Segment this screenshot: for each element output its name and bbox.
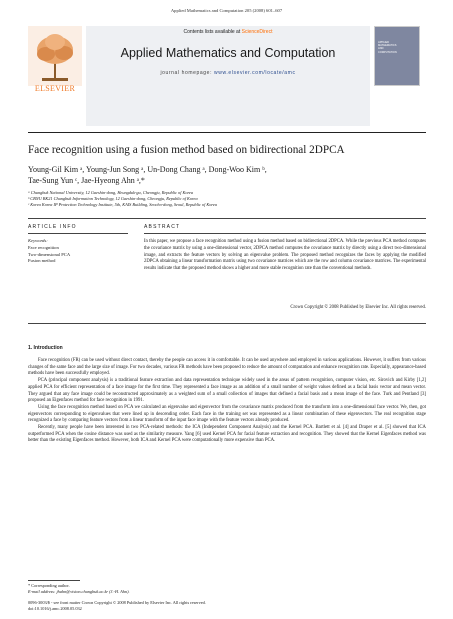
- issn-block: [28, 600, 328, 612]
- elsevier-tree-logo-icon: [28, 26, 82, 86]
- issn-line: 0096-3003/$ - see front matter Crown Copyright © 2008 Published by Elsevier Inc. All rights reserved.: [28, 600, 206, 605]
- section-divider-top: [28, 218, 426, 219]
- cover-title: [378, 41, 397, 54]
- cover-line: COMPUTATION: [378, 50, 397, 54]
- introduction-heading: 1. Introduction: [28, 345, 63, 351]
- affiliations: [28, 190, 428, 209]
- abstract-text: In this paper, we propose a face recognition method using a fusion method based on bidirectional 2DPCA. While the previous PCA method computes the covariance matrix by using a one-dimensional vector, 2DPCA method computes the covariance matrix by directly using a direct two-dimensional image, and extracts the feature vectors by solving an eigenvalue problem. The proposed method recognizes the faces by applying the modified 2DPCA obtaining a linear transformation matrix using two covariance matrices which are the row and column covariance matrices. The experimental results indicate that the proposed method shows a higher and more stable recognition rate than the conventional methods.: [144, 239, 426, 272]
- cover-line: AND: [378, 47, 384, 51]
- author-list: [28, 164, 428, 186]
- doi-line: doi:10.1016/j.amc.2008.05.032: [28, 606, 82, 611]
- abstract-copyright: Crown Copyright © 2008 Published by Elsevier Inc. All rights reserved.: [290, 305, 426, 310]
- corresponding-author: * Corresponding author.: [28, 583, 70, 588]
- introduction-body: [28, 358, 426, 445]
- body-paragraph: Using the face recognition method based on PCA we calculated an eigenvalue and eigenvector from the covariance matrix produced from the transform into a one-dimensional face vector. We, then, got eigenvectors corresponding to eigenvalues that were lined up in descending order. Each face in the training set was represented as a linear combination of these eigenvectors. The real recognition stage recognized a face by comparing feature vectors from a linear transform of the input face image with the feature vectors already produced.: [28, 404, 426, 424]
- contents-prefix: Contents lists available at: [183, 29, 242, 35]
- footnote-rule: [28, 580, 80, 581]
- author-email: E-mail address: jhahn@vision.chungbuk.ac.kr (J.-H. Ahn).: [28, 589, 130, 594]
- body-paragraph: Recently, many people have been interested in two PCA-related methods: the ICA (Independent Component Analysis) and the Kernel PCA. Bartlett et al. [4] and Draper et al. [5] showed that ICA outperformed PCA when the cosine distance was used as the similarity measure. Yang [6] used Kernel PCA for facial feature extraction and recognition. They showed that the Kernel Eigenfaces method was better than the existing Eigenfaces method. However, both ICA and Kernel PCA were computationally more expensive than PCA.: [28, 425, 426, 444]
- abstract-rule: [144, 233, 426, 234]
- affiliation: ᵇ CBNU BK21 Chungbuk Information Technology, 12 Gaeshin-dong, Cheongju, Republic of Korea: [28, 196, 198, 202]
- cover-line: APPLIED: [378, 41, 389, 44]
- contents-line: [86, 29, 370, 35]
- section-divider-bottom: [28, 323, 426, 324]
- abstract-heading: ABSTRACT: [144, 224, 181, 230]
- authors-line: Young-Gil Kim ᵃ, Young-Jun Song ᵃ, Un-Dong Chang ᵃ, Dong-Woo Kim ᵇ,: [28, 165, 267, 174]
- sciencedirect-link[interactable]: ScienceDirect: [241, 29, 273, 35]
- masthead-divider: [28, 132, 426, 133]
- journal-name: Applied Mathematics and Computation: [120, 46, 336, 60]
- homepage-link[interactable]: www.elsevier.com/locate/amc: [214, 70, 296, 76]
- authors-line: Tae-Sung Yun ᶜ, Jae-Hyeong Ahn ᵃ,*: [28, 176, 145, 185]
- journal-homepage: [86, 70, 370, 76]
- body-paragraph: Face recognition (FR) can be used without direct contact, thereby the people can access it in comfortable. It can be used anywhere and employed in various applications. However, it suffers from various changes of the same face and the large size of image. For two decades, various FR methods have been proposed to reduce the amount of computation and enhance recognition rate. Especially, appearance-based methods have been successfully employed.: [28, 358, 426, 377]
- keyword: Two-dimensional PCA: [28, 251, 71, 257]
- journal-cover-thumbnail: [374, 26, 420, 86]
- homepage-prefix: journal homepage:: [160, 70, 215, 76]
- keywords-label: Keywords:: [28, 238, 48, 243]
- body-paragraph: PCA (principal component analysis) is a traditional feature extraction and data representation technique widely used in the areas of pattern recognition, computer vision, etc. Sirovich and Kirby [1,2] applied PCA for efficient representation of a face image for the first time. They represented a face image as an addition of a small number of weight values defined as a facial basis vector and mean vector. They argued that any face image could be reconstructed approximately as a weighted sum of a small collection of images that defined a facial basis and a mean image of the face. Turk and Pentland [3] proposed an Eigenfaces method for face recognition in 1991.: [28, 378, 426, 404]
- keyword: Face recognition: [28, 245, 59, 250]
- publisher-logo-text: ELSEVIER: [34, 84, 76, 93]
- keywords-list: [28, 245, 128, 265]
- masthead-banner: [86, 26, 370, 126]
- affiliation: ᵃ Chungbuk National University, 12 Gaeshin-dong, Heungduk-gu, Cheongju, Republic of Korea: [28, 190, 194, 195]
- article-title: Face recognition using a fusion method based on bidirectional 2DPCA: [28, 144, 345, 156]
- article-info-rule: [28, 233, 128, 234]
- cover-line: MATHEMATICS: [378, 44, 397, 48]
- running-head: Applied Mathematics and Computation 205 (2008) 601–607: [170, 8, 283, 13]
- journal-masthead: [28, 20, 426, 128]
- footnote: [28, 583, 328, 595]
- article-info-heading: ARTICLE INFO: [28, 224, 77, 230]
- keyword: Fusion method: [28, 258, 56, 264]
- affiliation: ᶜ Korea Korea IP Protection Technology Institute, 5th, KAIS Building, Seocho-dong, Seoul, Republic of Korea: [28, 202, 217, 208]
